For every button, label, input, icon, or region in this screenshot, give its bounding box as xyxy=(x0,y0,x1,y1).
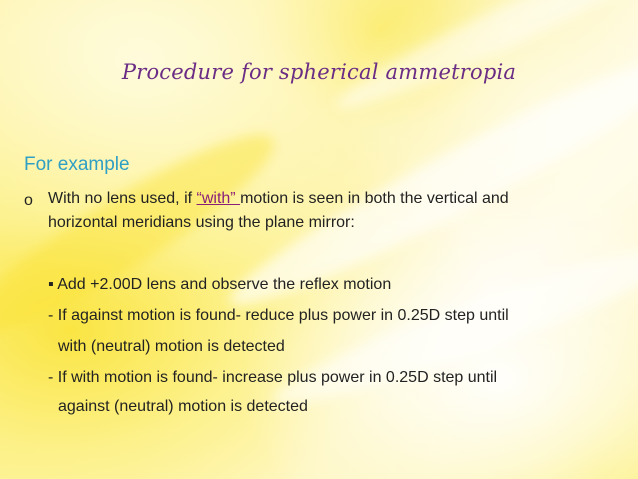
intro-text-after: motion is seen in both the vertical and xyxy=(240,190,509,207)
intro-line-1 xyxy=(48,190,509,208)
slide-title: Procedure for spherical ammetropia xyxy=(121,60,517,84)
step-against-motion-cont: with (neutral) motion is detected xyxy=(58,338,285,355)
step-add-lens: ▪ Add +2.00D lens and observe the reflex motion xyxy=(48,276,392,293)
intro-text-before: With no lens used, if xyxy=(48,190,197,207)
intro-line-2: horizontal meridians using the plane mirror: xyxy=(48,214,355,231)
step-with-motion-cont: against (neutral) motion is detected xyxy=(58,398,308,415)
bullet-marker: o xyxy=(24,192,33,209)
step-with-motion: - If with motion is found- increase plus power in 0.25D step until xyxy=(48,369,498,386)
with-highlight: “with” xyxy=(196,190,241,207)
step-against-motion: - If against motion is found- reduce plus power in 0.25D step until xyxy=(48,307,509,324)
slide-subheading: For example xyxy=(24,154,130,175)
